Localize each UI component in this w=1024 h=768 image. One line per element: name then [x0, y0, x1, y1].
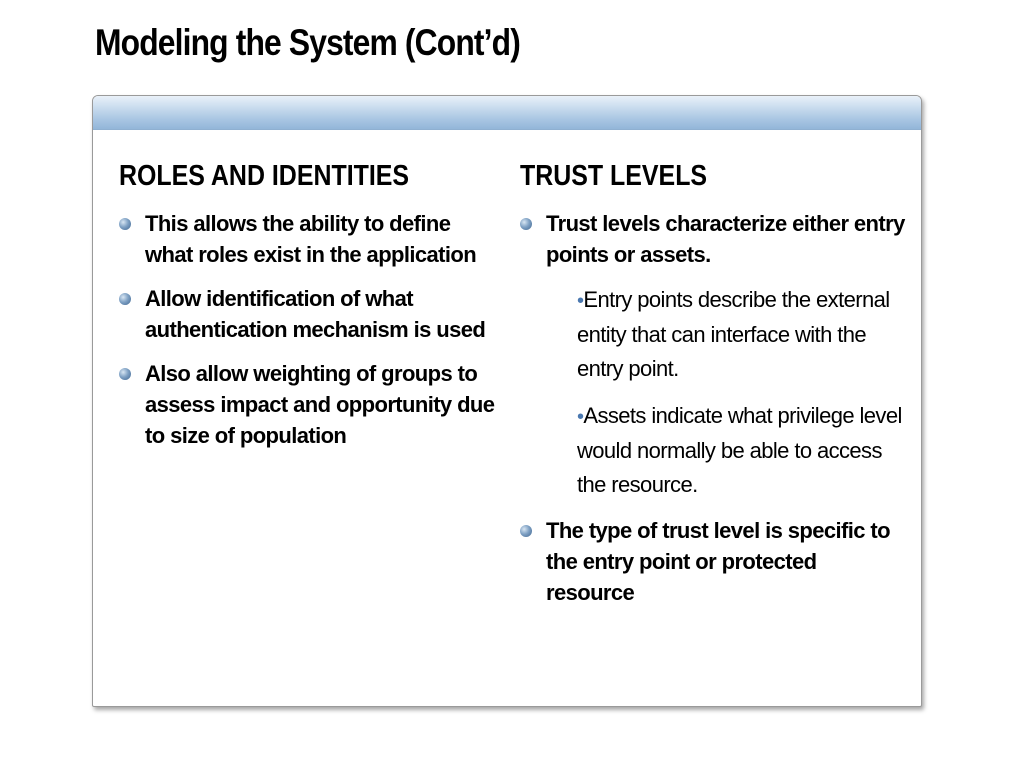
right-subbullet-1-text: Entry points describe the external entity that can interface with the entry point.: [577, 287, 890, 381]
dot-bullet-icon: •: [577, 290, 584, 312]
right-subbullet-2-text: Assets indicate what privilege level would normally be able to access the resource.: [577, 403, 902, 497]
dot-bullet-icon: •: [577, 406, 584, 428]
right-bullet-1: [520, 208, 910, 270]
round-bullet-icon: [520, 525, 532, 537]
left-bullet-2: [119, 283, 499, 345]
left-column: [119, 160, 499, 464]
content-panel: [92, 95, 922, 707]
right-bullet-2: [520, 515, 910, 608]
right-heading: TRUST LEVELS: [520, 160, 708, 192]
round-bullet-icon: [520, 218, 532, 230]
left-heading: ROLES AND IDENTITIES: [119, 160, 410, 192]
slide-title: Modeling the System (Cont’d): [95, 22, 520, 63]
right-subbullet-2: [577, 399, 910, 502]
panel-header-band: [93, 96, 921, 130]
right-subbullet-1: [577, 283, 910, 386]
right-column: [520, 160, 910, 621]
left-bullet-1-text: This allows the ability to define what roles exist in the application: [145, 211, 477, 267]
round-bullet-icon: [119, 293, 131, 305]
left-bullet-3-text: Also allow weighting of groups to assess impact and opportunity due to size of population: [145, 361, 495, 448]
round-bullet-icon: [119, 218, 131, 230]
right-bullet-2-text: The type of trust level is specific to the entry point or protected resource: [546, 518, 890, 605]
right-bullet-1-text: Trust levels characterize either entry points or assets.: [546, 211, 905, 267]
left-bullet-1: [119, 208, 499, 270]
round-bullet-icon: [119, 368, 131, 380]
left-bullet-3: [119, 358, 499, 451]
left-bullet-2-text: Allow identification of what authentication mechanism is used: [145, 286, 486, 342]
